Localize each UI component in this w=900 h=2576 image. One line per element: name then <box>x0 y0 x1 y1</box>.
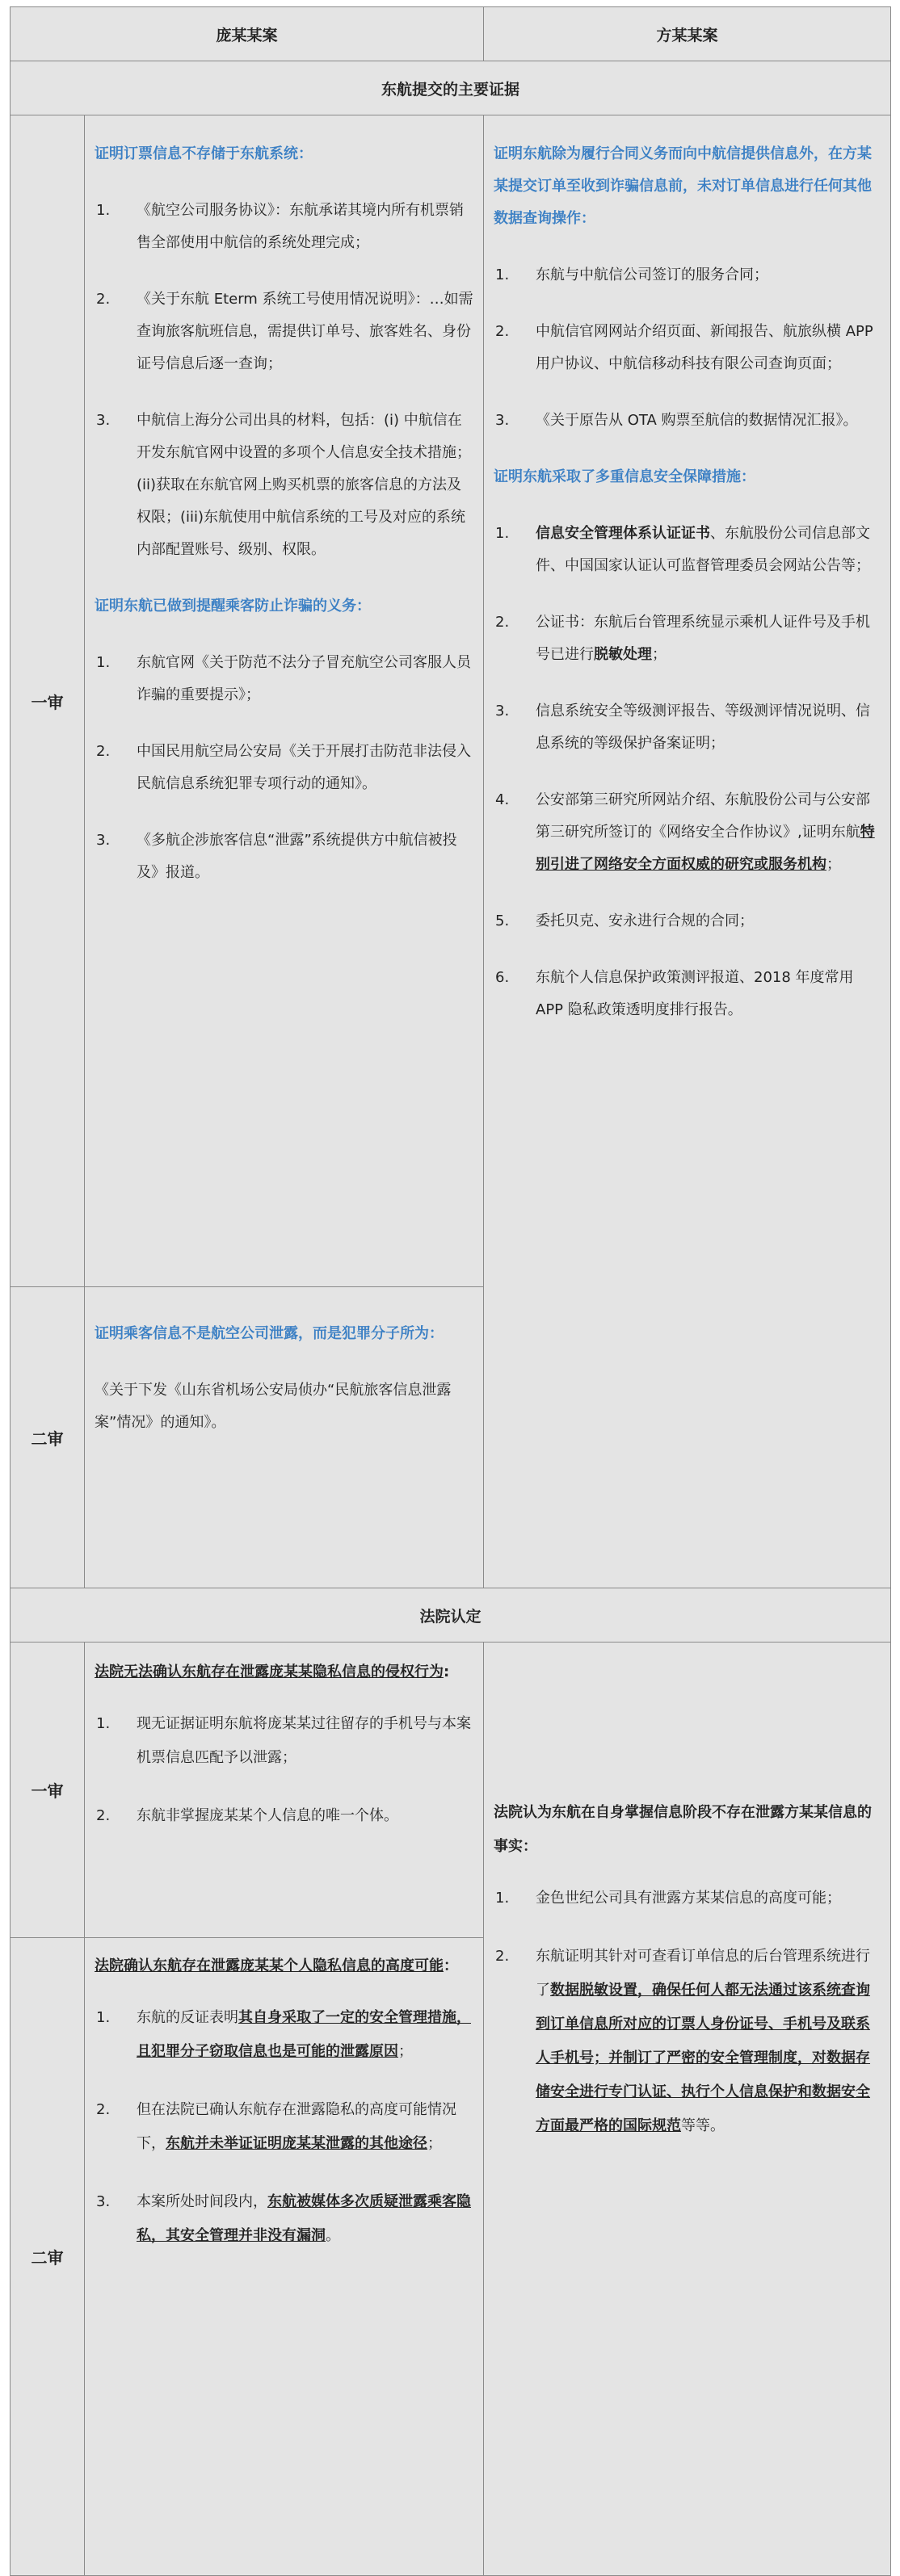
list-item: 2. 中国民用航空局公安局《关于开展打击防范非法侵入民航信息系统犯罪专项行动的通知》。 <box>96 743 471 792</box>
list-item: 1. 《航空公司服务协议》：东航承诺其境内所有机票销售全部使用中航信的系统处理完成； <box>96 202 464 251</box>
stage-label-first-instance: 一审 <box>11 115 85 1287</box>
fang-evidence-list-1 <box>494 259 881 437</box>
pang-evidence-heading-2: 证明东航已做到提醒乘客防止诈骗的义务： <box>95 598 371 615</box>
pang-evidence-second-cell <box>85 1287 484 1588</box>
list-item: 2. 东航非掌握庞某某个人信息的唯一个体。 <box>96 1807 398 1824</box>
header-row <box>11 7 891 61</box>
list-item: 1. 现无证据证明东航将庞某某过往留存的手机号与本案机票信息匹配予以泄露； <box>96 1715 471 1766</box>
pang-evidence-list-2 <box>95 647 473 889</box>
list-item: 5. 委托贝克、安永进行合规的合同； <box>495 913 755 929</box>
stage-label-second-instance: 二审 <box>11 1287 85 1588</box>
section-row-evidence <box>11 61 891 115</box>
fang-evidence-heading-1: 证明东航除为履行合同义务而向中航信提供信息外，在方某某提交订单至收到诈骗信息前，未对订单信息进行任何其他数据查询操作： <box>494 145 873 227</box>
list-item: 3. 本案所处时间段内，东航被媒体多次质疑泄露乘客隐私，其安全管理并非没有漏洞。 <box>96 2193 471 2244</box>
court-fang-cell <box>484 1643 891 2576</box>
fang-evidence-list-2 <box>494 518 881 1026</box>
court-first-instance-row <box>11 1643 891 1938</box>
court-pang-second-cell <box>85 1938 484 2576</box>
list-item: 3. 《多航企涉旅客信息“泄露”系统提供方中航信被投及》报道。 <box>96 832 457 881</box>
list-item: 3. 《关于原告从 OTA 购票至航信的数据情况汇报》。 <box>495 412 858 429</box>
list-item: 1. 东航官网《关于防范不法分子冒充航空公司客服人员诈骗的重要提示》； <box>96 654 471 703</box>
list-item: 2. 中航信官网网站介绍页面、新闻报告、航旅纵横 APP 用户协议、中航信移动科技有限公司查询页面； <box>495 323 873 372</box>
fang-evidence-cell <box>484 115 891 1588</box>
comparison-table <box>10 6 891 2576</box>
court-pang-first-list <box>95 1707 473 1833</box>
list-item: 2. 公证书：东航后台管理系统显示乘机人证件号及手机号已进行脱敏处理； <box>495 614 871 663</box>
pang-evidence-second-heading: 证明乘客信息不是航空公司泄露，而是犯罪分子所为： <box>95 1325 444 1342</box>
pang-evidence-second-text: 《关于下发《山东省机场公安局侦办“民航旅客信息泄露案”情况》的通知》。 <box>95 1382 452 1431</box>
court-pang-second-list <box>95 2001 473 2253</box>
list-item: 2. 东航证明其针对可查看订单信息的后台管理系统进行了数据脱敏设置，确保任何人都无法通过该系统查询到订单信息所对应的订票人身份证号、手机号及联系人手机号；并制订了严密的安全管理制度，对数据存储安全进行专门认证、执行个人信息保护和数据安全方面最严格的国际规范等等。 <box>495 1948 871 2134</box>
header-fang-case: 方某某案 <box>484 7 891 61</box>
pang-evidence-list-1 <box>95 195 473 566</box>
court-pang-second-heading: 法院确认东航存在泄露庞某某个人隐私信息的高度可能： <box>95 1957 458 1974</box>
evidence-first-instance-row <box>11 115 891 1287</box>
court-fang-heading: 法院认为东航在自身掌握信息阶段不存在泄露方某某信息的事实： <box>494 1804 873 1855</box>
list-item: 1. 东航的反证表明其自身采取了一定的安全管理措施，且犯罪分子窃取信息也是可能的泄露原因； <box>96 2009 471 2060</box>
court-fang-list <box>494 1882 881 2143</box>
list-item: 2. 《关于东航 Eterm 系统工号使用情况说明》：…如需查询旅客航班信息，需提供订单号、旅客姓名、身份证号信息后逐一查询； <box>96 291 473 372</box>
court-pang-first-heading: 法院无法确认东航存在泄露庞某某隐私信息的侵权行为: <box>95 1663 450 1680</box>
list-item: 1. 金色世纪公司具有泄露方某某信息的高度可能； <box>495 1890 842 1907</box>
section-title-court: 法院认定 <box>11 1588 891 1643</box>
list-item: 3. 中航信上海分公司出具的材料，包括：(i) 中航信在开发东航官网中设置的多项个人信息安全技术措施；(ii)获取在东航官网上购买机票的旅客信息的方法及权限；(iii)东航使用中航信系统的工号及对应的系统内部配置账号、级别、权限。 <box>96 412 471 558</box>
list-item: 2. 但在法院已确认东航存在泄露隐私的高度可能情况下，东航并未举证证明庞某某泄露的其他途径； <box>96 2101 456 2152</box>
list-item: 6. 东航个人信息保护政策测评报道、2018 年度常用 APP 隐私政策透明度排行报告。 <box>495 969 854 1018</box>
court-pang-first-cell <box>85 1643 484 1938</box>
section-row-court <box>11 1588 891 1643</box>
section-title-evidence: 东航提交的主要证据 <box>11 61 891 115</box>
list-item: 3. 信息系统安全等级测评报告、等级测评情况说明、信息系统的等级保护备案证明； <box>495 703 871 752</box>
pang-evidence-first-cell <box>85 115 484 1287</box>
fang-evidence-heading-2: 证明东航采取了多重信息安全保障措施： <box>494 468 756 485</box>
pang-evidence-heading-1: 证明订票信息不存储于东航系统： <box>95 145 313 162</box>
list-item: 1. 信息安全管理体系认证证书、东航股份公司信息部文件、中国国家认证认可监督管理委员会网站公告等； <box>495 525 871 574</box>
stage-label-court-second: 二审 <box>11 1938 85 2576</box>
stage-label-court-first: 一审 <box>11 1643 85 1938</box>
list-item: 1. 东航与中航信公司签订的服务合同； <box>495 266 769 283</box>
header-pang-case: 庞某某案 <box>11 7 484 61</box>
list-item: 4. 公安部第三研究所网站介绍、东航股份公司与公安部第三研究所签订的《网络安全合作协议》,证明东航特别引进了网络安全方面权威的研究或服务机构； <box>495 791 875 873</box>
